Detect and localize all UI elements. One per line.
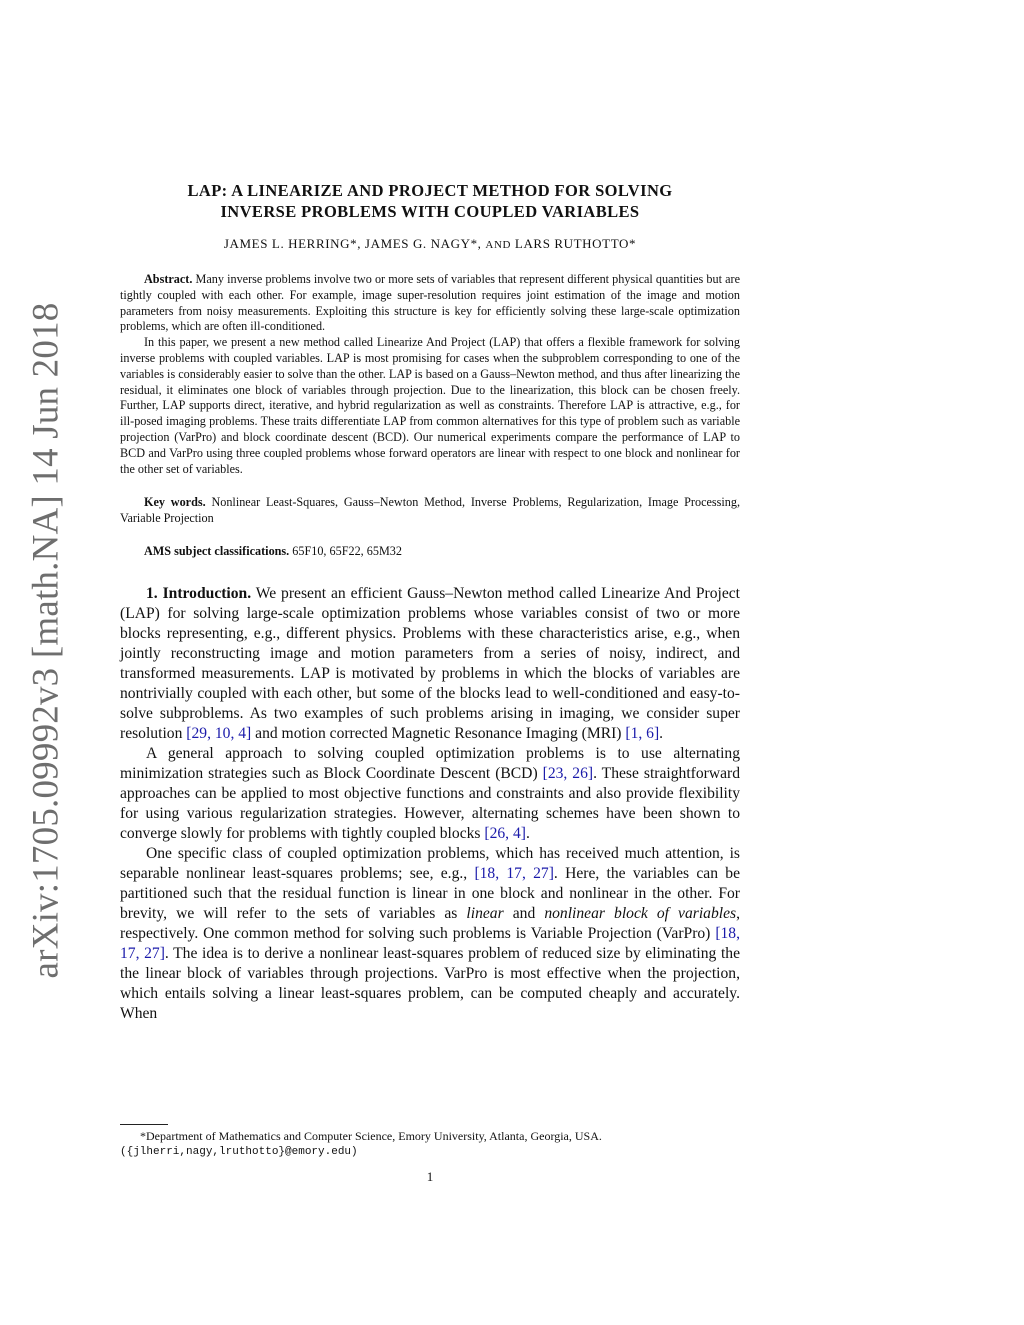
title-line-1: LAP: A LINEARIZE AND PROJECT METHOD FOR SOLVING [187, 181, 673, 200]
intro-p3-text-b: . Here, the variables can be partitioned such that the residual function is linear in one block and nonlinear in the other. For brevity, we will refer to the sets of variables as [120, 864, 740, 922]
keywords-label: Key words. [144, 495, 206, 510]
footnote [120, 1128, 740, 1160]
keywords-text: Nonlinear Least-Squares, Gauss–Newton Method, Inverse Problems, Regularization, Image Processing, Variable Projection [120, 495, 740, 526]
abstract-paragraph-1 [120, 272, 740, 335]
intro-p3-text-e: . The idea is to derive a nonlinear least-squares problem of reduced size by eliminating the the linear block of variables through projections. VarPro is most effective when the projection, which entails solving a linear least-squares problem, can be computed cheaply and accurately. When [120, 944, 740, 1022]
intro-p3-text-a: One specific class of coupled optimization problems, which has received much attention, is separable nonlinear least-squares problems; see, e.g., [120, 844, 740, 882]
intro-p1-text-c: . [659, 724, 664, 742]
citation-link[interactable]: [26, 4] [484, 824, 526, 842]
title-line-2: INVERSE PROBLEMS WITH COUPLED VARIABLES [220, 202, 640, 221]
ams-label: AMS subject classifications. [144, 543, 290, 558]
section-heading: 1. Introduction. [146, 584, 252, 602]
abstract [120, 272, 740, 477]
ams-classifications [120, 544, 740, 560]
citation-link[interactable]: [18, 17, 27] [120, 924, 740, 962]
citation-link[interactable]: [18, 17, 27] [474, 864, 554, 882]
intro-p2-text-a: A general approach to solving coupled optimization problems is to use alternating minimization strategies such as Block Coordinate Descent (BCD) [120, 744, 740, 782]
arxiv-id-text: arXiv:1705.09992v3 [math.NA] 14 Jun 2018 [25, 302, 67, 978]
keywords [120, 495, 740, 527]
abstract-paragraph-2: In this paper, we present a new method called Linearize And Project (LAP) that offers a flexible framework for solving inverse problems with coupled variables. LAP is most promising for cases when the subproblem corresponding to one of the variables is considerably easier to solve than the other. LAP is based on a Gauss–Newton method, and thus after linearizing the residual, it eliminates one block of variables through projection. Due to the linearization, this block can be chosen freely. Further, LAP supports direct, iterative, and hybrid regularization as well as constraints. Therefore LAP is attractive, e.g., for ill-posed imaging problems. These traits differentiate LAP from common alternatives for this type of problem such as variable projection (VarPro) and block coordinate descent (BCD). Our numerical experiments compare the performance of LAP to BCD and VarPro using three coupled problems whose forward operators are linear with respect to one block and nonlinear for the other set of variables. [120, 335, 740, 476]
footnote-affiliation: *Department of Mathematics and Computer Science, Emory University, Atlanta, Georgia, USA. [140, 1129, 602, 1143]
intro-paragraph-3 [120, 844, 740, 1024]
ams-text: 65F10, 65F22, 65M32 [292, 543, 402, 558]
intro-p3-text-d: , respectively. One common method for solving such problems is Variable Projection (VarPro) [120, 904, 740, 942]
citation-link[interactable]: [23, 26] [542, 764, 594, 782]
emphasis-linear: linear [466, 904, 504, 922]
abstract-text-1: Many inverse problems involve two or more sets of variables that represent different physical quantities but are tightly coupled with each other. For example, image super-resolution requires joint estimation of the image and motion parameters from noisy measurements. Exploiting this structure is key for efficiently solving these large-scale optimization problems, which are often ill-conditioned. [120, 272, 740, 334]
intro-p1-text-b: and motion corrected Magnetic Resonance Imaging (MRI) [251, 724, 626, 742]
intro-p2-text-b: . These straightforward approaches can be applied to most objective functions and constraints and also provide flexibility for using various regularization strategies. However, alternating schemes have been shown to converge slowly for problems with tightly coupled blocks [120, 764, 741, 842]
intro-paragraph-1 [120, 584, 740, 744]
authors-part-1: JAMES L. HERRING*, JAMES G. NAGY*, [223, 236, 482, 251]
paper-title [120, 180, 740, 222]
citation-link[interactable]: [29, 10, 4] [186, 724, 252, 742]
abstract-label: Abstract. [144, 272, 193, 286]
intro-p3-text-c: and [503, 904, 545, 922]
author-list [120, 236, 740, 252]
footnote-emails: ({jlherri,nagy,lruthotto}@emory.edu) [120, 1146, 358, 1158]
introduction-section [120, 584, 740, 1024]
authors-part-2: LARS RUTHOTTO* [514, 236, 637, 251]
authors-and: AND [485, 239, 512, 251]
intro-paragraph-2 [120, 744, 740, 844]
emphasis-nonlinear-block: nonlinear block of variables [544, 904, 737, 922]
footnote-divider [120, 1124, 168, 1125]
page-number: 1 [426, 1169, 434, 1184]
arxiv-identifier-stamp [20, 300, 72, 980]
paper-page [120, 180, 740, 1024]
intro-p2-text-c: . [525, 824, 530, 842]
citation-link[interactable]: [1, 6] [625, 724, 660, 742]
intro-p1-text-a: We present an efficient Gauss–Newton method called Linearize And Project (LAP) for solving large-scale optimization problems whose variables consist of two or more blocks representing, e.g., different physics. Problems with these characteristics arise, e.g., when jointly reconstructing image and motion parameters from a series of noisy, indirect, and transformed measurements. LAP is motivated by problems in which the blocks of variables are nontrivially coupled with each other, but some of the blocks lead to well-conditioned and easy-to-solve subproblems. As two examples of such problems arising in imaging, we consider super resolution [120, 584, 741, 742]
